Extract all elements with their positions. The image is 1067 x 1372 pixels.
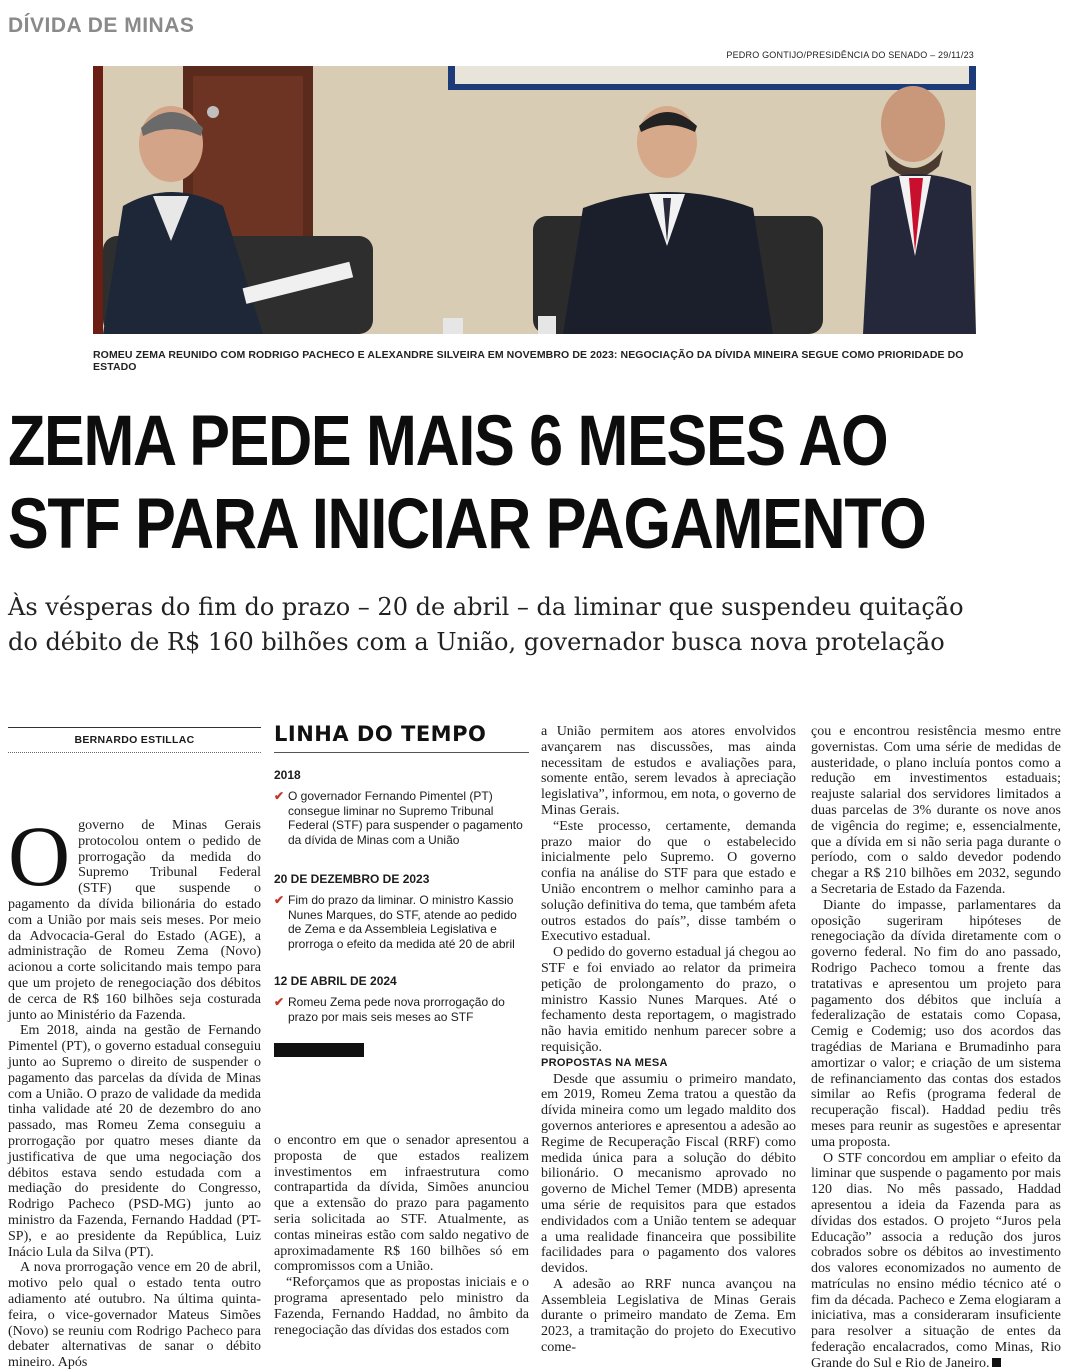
drop-cap: O [8,808,71,904]
subheadline [8,590,1063,660]
timeline-entry [274,974,529,1024]
article-column-4 [811,724,1061,1372]
timeline-text: Romeu Zema pede nova prorrogação do prazo por mais seis meses ao STF [288,994,505,1024]
subheadline-line-2: do débito de R$ 160 bilhões com a União, governador busca nova protelação [8,628,945,656]
article-paragraph: o encontro em que o senador apresentou a proposta de que estados realizem investimentos em infraestrutura como contrapartida da dívida, Simões anunciou que a extensão do prazo para pagamento seria solicitada ao STF. Atualmente, as contas mineiras estão com saldo negativo de aproximadamente R$ 160 bilhões só em compromissos com a União. [274,1133,529,1275]
timeline-rule [274,752,529,753]
timeline-entry [274,768,529,848]
timeline-date: 20 DE DEZEMBRO DE 2023 [274,872,430,886]
article-paragraph: Em 2018, ainda na gestão de Fernando Pimentel (PT), o governo estadual conseguiu junto ao Supremo o direito de suspender o pagamento das parcelas da dívida de Minas com a União. O prazo de validade da medida tinha validade até 20 de dezembro do ano passado, mas Romeu Zema conseguiu a prorrogação por quatro meses diante da justificativa de que uma negociação dos débitos estava sendo estudada com a mediação do presidente do Congresso, Rodrigo Pacheco (PSD-MG) junto ao ministro da Fazenda, Fernando Haddad (PT-SP), e ao presidente da República, Luiz Inácio Lula da Silva (PT). [8,1023,261,1260]
timeline-text: O governador Fernando Pimentel (PT) consegue liminar no Supremo Tribunal Federal (STF) para suspender o pagamento da dívida de Minas com a União [288,788,523,848]
end-of-article-mark [992,1358,1001,1367]
article-paragraph: çou e encontrou resistência mesmo entre governistas. Com uma série de medidas de austeridade, o plano incluía pontos como a redução em investimentos estaduais; reajuste salarial dos servidores limitados a duas parcelas de 3% durante os nove anos de vigência do regime; e, essencialmente, que a dívida em si não seria paga durante o período, com o saldo devedor podendo chegar a R$ 210 bilhões em 2032, segundo a Secretaria de Estado da Fazenda. [811,724,1061,897]
article-paragraph: “Reforçamos que as propostas iniciais e o programa apresentado pelo ministro da Fazenda, Fernando Haddad, no âmbito da renegociação das dívidas dos estados com [274,1275,529,1338]
article-paragraph: a União permitem aos atores envolvidos avançarem nas discussões, mas ainda necessitam de estudos e avaliações para, somente então, serem levados à apreciação legislativa”, informou, em nota, o governo de Minas Gerais. [541,724,796,818]
article-column-3 [541,724,796,1356]
headline [8,400,926,566]
timeline-end-bar [274,1043,364,1057]
article-paragraph: Desde que assumiu o primeiro mandato, em 2019, Romeu Zema tratou a questão da dívida mineira como um legado maldito dos governos anteriores e apresentou a adesão ao Regime de Recuperação Fiscal (RRF) como medida única para a solução do débito bilionário. O mecanismo aprovado no governo de Michel Temer (MDB) apresenta uma série de requisitos para que estados endividados com a União tentem se adequar a uma realidade financeira que possibilite facilidades para o pagamento dos valores devidos. [541,1071,796,1277]
article-column-2 [274,1133,529,1338]
timeline-text: Fim do prazo da liminar. O ministro Kassio Nunes Marques, do STF, atende ao pedido de Zema e da Assembleia Legislativa e prorroga o efeito da medida até 20 de abril [288,892,517,952]
article-paragraph: O STF concordou em ampliar o efeito da liminar que suspende o pagamento por mais 120 dias. No mês passado, Haddad apresentou a ideia da Fazenda para as dívidas dos estados. O projeto “Juros pela Educação” associa a redução dos juros cobrados sobre os débitos ao investimento dos valores economizados no aumento de matrículas no ensino médio técnico até o fim da década. Pacheco e Zema elogiaram a iniciativa, mas a consideraram insuficiente para resolver a situação de entes da federação encalacrados, como Minas, Rio Grande do Sul e Rio de Janeiro. [811,1150,1061,1371]
check-icon: ✔ [274,788,285,803]
headline-line-1: ZEMA PEDE MAIS 6 MESES AO [8,402,888,481]
timeline-date: 2018 [274,768,301,782]
photo-caption: ROMEU ZEMA REUNIDO COM RODRIGO PACHECO E ALEXANDRE SILVEIRA EM NOVEMBRO DE 2023: NEGOCIAÇÃO DA DÍVIDA MINEIRA SEGUE COMO PRIORIDADE DO ESTADO [93,349,964,373]
subsection-heading: PROPOSTAS NA MESA [541,1056,668,1069]
timeline-date: 12 DE ABRIL DE 2024 [274,974,397,988]
subheadline-line-1: Às vésperas do fim do prazo – 20 de abril – da liminar que suspendeu quitação [8,593,964,621]
article-paragraph: O pedido do governo estadual já chegou ao STF e foi enviado ao relator da primeira petição de prolongamento do prazo, o ministro Kassio Nunes Marques. Até o fechamento desta reportagem, o magistrado não havia emitido nenhum parecer sobre a requisição. [541,945,796,1055]
timeline-title: LINHA DO TEMPO [274,722,487,746]
article-column-1 [8,808,261,1371]
article-paragraph: Ogoverno de Minas Gerais protocolou ontem o pedido de prorrogação da medida do Supremo Tribunal Federal (STF) que suspende o pagamento da dívida bilionária do estado com a União por mais seis meses. Por meio da Advocacia-Geral do Estado (AGE), a administração de Romeu Zema (Novo) acionou a corte solicitando mais tempo para que um projeto de renegociação dos débitos de cerca de R$ 160 bilhões seja costurada junto ao Ministério da Fazenda. [8,808,261,1023]
section-tag: DÍVIDA DE MINAS [8,14,195,37]
byline: BERNARDO ESTILLAC [74,734,195,746]
headline-line-2: STF PARA INICIAR PAGAMENTO [8,485,926,564]
article-paragraph: “Este processo, certamente, demanda prazo maior do que o estabelecido inicialmente pelo Supremo. O governo confia na análise do STF para que estado e União encontrem o melhor caminho para a solução definitiva do tema, que também afeta outros estados do país”, disse também o Executivo estadual. [541,818,796,945]
meeting-photo-illustration [93,66,976,334]
news-photo [93,66,976,334]
article-paragraph: A adesão ao RRF nunca avançou na Assembleia Legislativa de Minas Gerais durante o primeiro mandato de Zema. Em 2023, a tramitação do projeto do Executivo come- [541,1276,796,1356]
timeline-entry [274,872,529,952]
article-paragraph: A nova prorrogação vence em 20 de abril, motivo pelo qual o estado tenta outro adiamento até outubro. Na última quinta-feira, o vice-governador Mateus Simões (Novo) se reuniu com Rodrigo Pacheco para debater alternativas de sanar o débito mineiro. Após [8,1260,261,1371]
check-icon: ✔ [274,994,285,1009]
photo-credit: PEDRO GONTIJO/PRESIDÊNCIA DO SENADO – 29/11/23 [726,50,974,60]
article-paragraph: Diante do impasse, parlamentares da oposição sugeriram hipóteses de renegociação da dívida diretamente com o governo federal. No fim do ano passado, Rodrigo Pacheco tomou a frente das tratativas e apresentou um projeto para pagamento dos débitos que incluía a federalização de estatais como Copasa, Cemig e Codemig; uso dos acordos das tragédias de Mariana e Brumadinho para amortizar o valor; e criação de um sistema de refinanciamento das contas dos estados similar ao Refis (programa federal de recuperação fiscal). Haddad pediu três meses para reunir as sugestões e apresentar uma proposta. [811,897,1061,1150]
check-icon: ✔ [274,892,285,907]
